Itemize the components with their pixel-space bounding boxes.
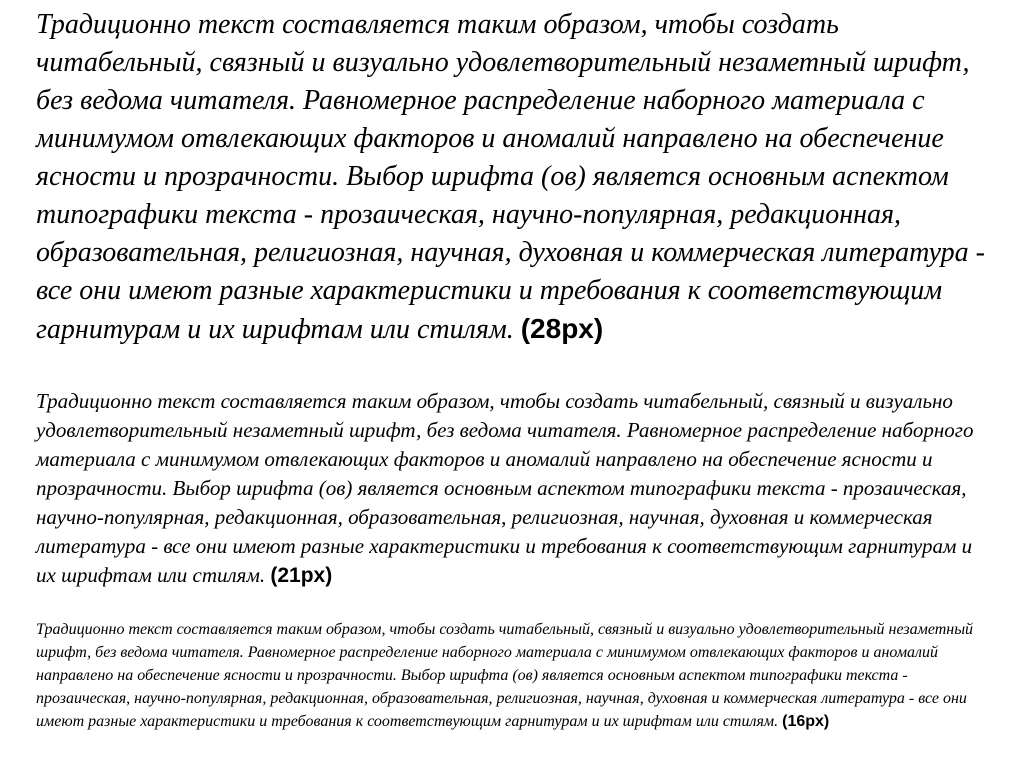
specimen-paragraph-28px bbox=[36, 6, 988, 349]
specimen-text-16px: Традиционно текст составляется таким образом, чтобы создать читабельный, связный и визуально удовлетворительный незаметный шрифт, без ведома читателя. Равномерное распределение наборного материала с минимумом отвлекающих факторов и аномалий направлено на обеспечение ясности и прозрачности. Выбор шрифта (ов) является основным аспектом типографики текста - прозаическая, научно-популярная, редакционная, образовательная, религиозная, научная, духовная и коммерческая литература - все они имеют разные характеристики и требования к соответствующим гарнитурам и их шрифтам или стилям. bbox=[36, 621, 974, 730]
specimen-text-21px: Традиционно текст составляется таким образом, чтобы создать читабельный, связный и визуально удовлетворительный незаметный шрифт, без ведома читателя. Равномерное распределение наборного материала с минимумом отвлекающих факторов и аномалий направлено на обеспечение ясности и прозрачности. Выбор шрифта (ов) является основным аспектом типографики текста - прозаическая, научно-популярная, редакционная, образовательная, религиозная, научная, духовная и коммерческая литература - все они имеют разные характеристики и требования к соответствующим гарнитурам и их шрифтам или стилям. bbox=[36, 389, 974, 587]
font-size-label-16px: (16px) bbox=[782, 713, 830, 730]
specimen-text-28px: Традиционно текст составляется таким образом, чтобы создать читабельный, связный и визуально удовлетворительный незаметный шрифт, без ведома читателя. Равномерное распределение наборного материала с минимумом отвлекающих факторов и аномалий направлено на обеспечение ясности и прозрачности. Выбор шрифта (ов) является основным аспектом типографики текста - прозаическая, научно-популярная, редакционная, образовательная, религиозная, научная, духовная и коммерческая литература - все они имеют разные характеристики и требования к соответствующим гарнитурам и их шрифтам или стилям. bbox=[36, 9, 986, 345]
font-size-label-28px: (28px) bbox=[520, 313, 604, 344]
font-size-label-21px: (21px) bbox=[270, 564, 333, 587]
specimen-paragraph-16px bbox=[36, 618, 988, 733]
specimen-paragraph-21px bbox=[36, 387, 988, 590]
